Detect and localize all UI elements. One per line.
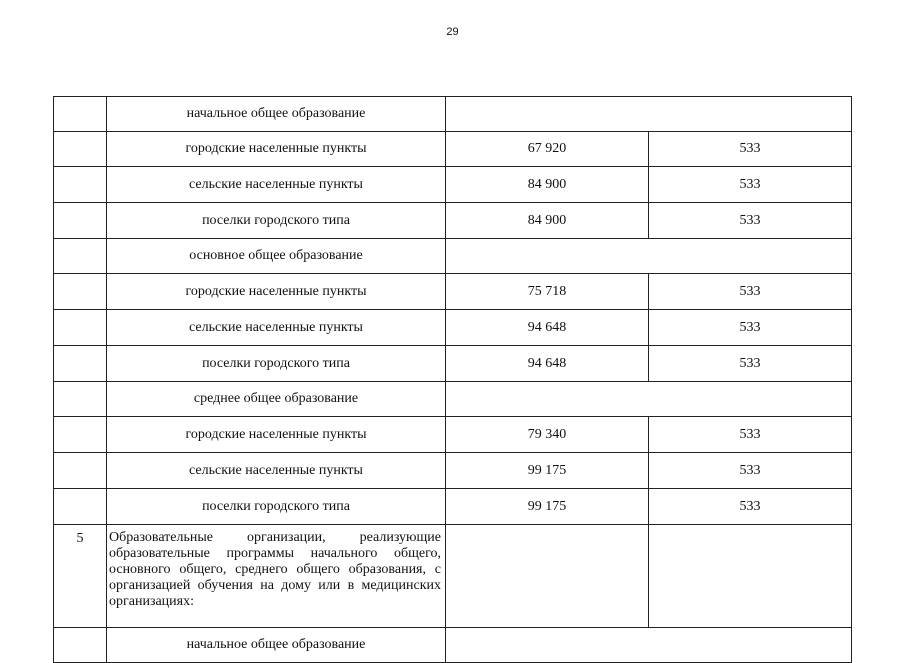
table-row: [54, 167, 852, 203]
row-value2-cell: 533: [649, 489, 852, 525]
row-value-merged-cell: [446, 628, 852, 663]
row-number-cell: [54, 274, 107, 310]
row-value2-cell: 533: [649, 203, 852, 239]
row-value2-cell: 533: [649, 310, 852, 346]
row-value-cell: 79 340: [446, 417, 649, 453]
row-name-cell: начальное общее образование: [107, 97, 446, 132]
row-number-cell: [54, 417, 107, 453]
row-value-merged-cell: [446, 239, 852, 274]
row-number-cell: [54, 167, 107, 203]
row-value-cell: 84 900: [446, 167, 649, 203]
row-value-cell: 94 648: [446, 310, 649, 346]
section-number-cell: 5: [54, 525, 107, 628]
section-5-row: [54, 525, 852, 628]
row-value-cell: 75 718: [446, 274, 649, 310]
row-name-cell: сельские населенные пункты: [107, 453, 446, 489]
row-value-merged-cell: [446, 97, 852, 132]
table-row: [54, 453, 852, 489]
row-name-cell: сельские населенные пункты: [107, 310, 446, 346]
section-value-cell: [446, 525, 649, 628]
row-value2-cell: 533: [649, 132, 852, 167]
row-name-cell: городские населенные пункты: [107, 417, 446, 453]
row-value-merged-cell: [446, 382, 852, 417]
row-value2-cell: 533: [649, 417, 852, 453]
row-name-cell: сельские населенные пункты: [107, 167, 446, 203]
row-number-cell: [54, 203, 107, 239]
table-row: [54, 489, 852, 525]
row-number-cell: [54, 346, 107, 382]
table-row: [54, 132, 852, 167]
table-row: [54, 417, 852, 453]
row-number-cell: [54, 239, 107, 274]
table-row: [54, 203, 852, 239]
row-number-cell: [54, 628, 107, 663]
row-value-cell: 99 175: [446, 453, 649, 489]
tariff-table: [53, 96, 852, 663]
row-value-cell: 67 920: [446, 132, 649, 167]
row-value-cell: 94 648: [446, 346, 649, 382]
row-number-cell: [54, 132, 107, 167]
row-name-cell: начальное общее образование: [107, 628, 446, 663]
row-number-cell: [54, 310, 107, 346]
table-row: [54, 239, 852, 274]
page-number: 29: [446, 26, 459, 38]
row-name-cell: городские населенные пункты: [107, 132, 446, 167]
row-number-cell: [54, 453, 107, 489]
row-value2-cell: 533: [649, 346, 852, 382]
table-row: [54, 310, 852, 346]
row-number-cell: [54, 489, 107, 525]
row-name-cell: поселки городского типа: [107, 489, 446, 525]
row-name-cell: основное общее образование: [107, 239, 446, 274]
row-value2-cell: 533: [649, 453, 852, 489]
table-row: [54, 97, 852, 132]
row-number-cell: [54, 97, 107, 132]
table-row: [54, 346, 852, 382]
row-name-cell: среднее общее образование: [107, 382, 446, 417]
row-number-cell: [54, 382, 107, 417]
table-row: [54, 382, 852, 417]
row-value2-cell: 533: [649, 167, 852, 203]
table-row: [54, 274, 852, 310]
table-row: [54, 628, 852, 663]
row-name-cell: поселки городского типа: [107, 203, 446, 239]
row-name-cell: городские населенные пункты: [107, 274, 446, 310]
section-value2-cell: [649, 525, 852, 628]
row-value2-cell: 533: [649, 274, 852, 310]
row-value-cell: 99 175: [446, 489, 649, 525]
section-name-cell: Образовательные организации, реализующие образовательные программы начального общего, основного общего, среднего общего образования, с организацией обучения на дому или в медицинских организациях:: [107, 525, 446, 628]
row-name-cell: поселки городского типа: [107, 346, 446, 382]
row-value-cell: 84 900: [446, 203, 649, 239]
